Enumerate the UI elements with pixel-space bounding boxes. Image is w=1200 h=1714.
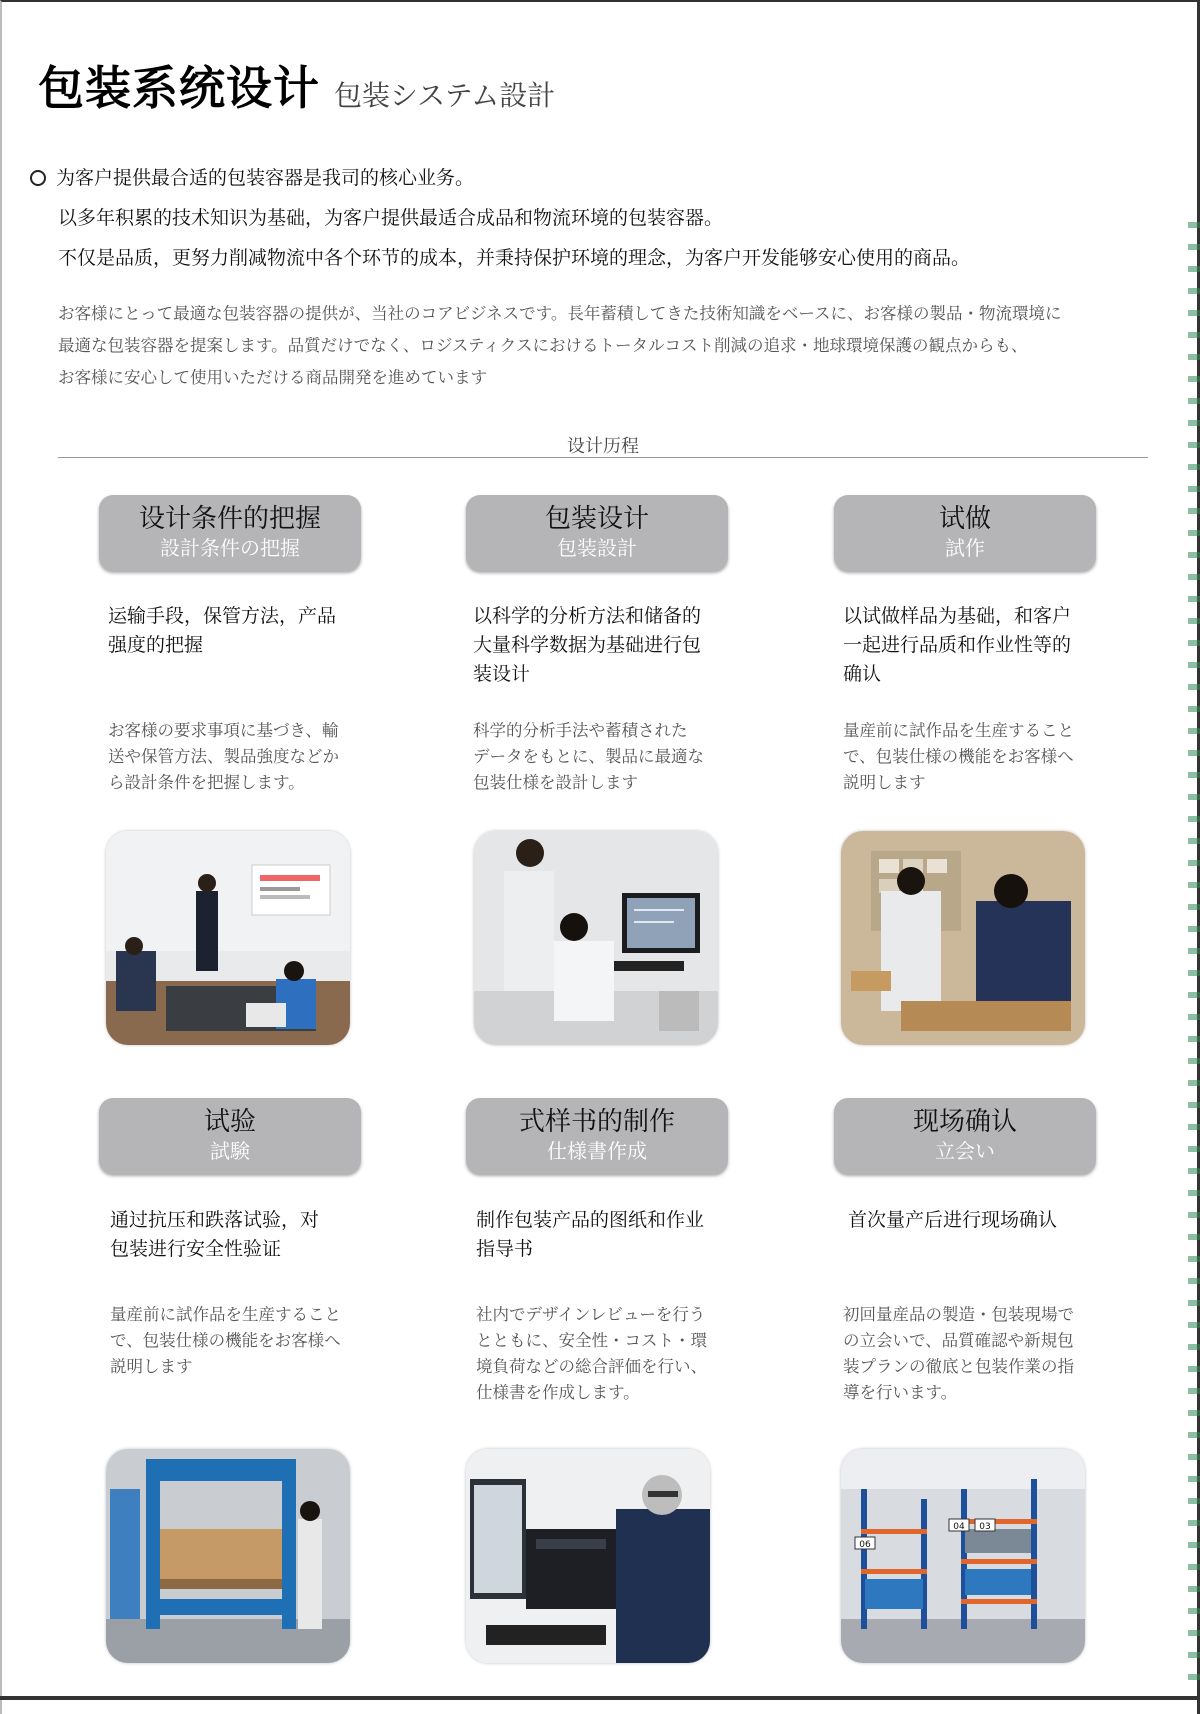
desc-line: 境負荷などの総合評価を行い、	[476, 1357, 707, 1376]
desc-line: 一起进行品质和作业性等的	[843, 634, 1072, 656]
step-title-pill	[99, 1098, 361, 1174]
intro-jp-line: お客様に安心して使用いただける商品開発を進めています	[58, 368, 487, 387]
step-desc-jp	[843, 718, 1098, 796]
drafting-computer-photo	[466, 1449, 710, 1663]
desc-line: 强度的把握	[108, 634, 204, 656]
desc-line: 装设计	[473, 663, 531, 685]
step-desc-cn	[108, 602, 363, 660]
warehouse-racks-photo	[841, 1449, 1085, 1663]
rack-label: 06	[859, 1540, 871, 1550]
desc-line: 送や保管方法、製品強度などか	[108, 747, 339, 766]
step-title-pill	[834, 1098, 1096, 1174]
step-title-jp: 設計条件の把握	[160, 536, 300, 560]
step-title-jp: 試作	[945, 536, 985, 560]
page-title: 包装系统设计	[38, 61, 320, 115]
step-desc-cn	[476, 1206, 731, 1264]
desc-line: 導を行います。	[843, 1383, 958, 1402]
intro-jp-line: 最適な包装容器を提案します。品質だけでなく、ロジスティクスにおけるトータルコスト削減の追求・地球環境保護の観点からも、	[58, 336, 1028, 355]
desc-line: 科学的分析手法や蓄積された	[473, 721, 688, 740]
step-title-jp: 立会い	[935, 1139, 995, 1163]
step-desc-cn	[110, 1206, 365, 1264]
step-desc-jp	[110, 1302, 365, 1380]
section-title: 设计历程	[567, 436, 639, 457]
step-desc-cn	[473, 602, 728, 689]
desc-line: 説明します	[110, 1357, 193, 1376]
step-title-cn: 式样书的制作	[518, 1107, 675, 1137]
desc-line: 量産前に試作品を生産すること	[110, 1305, 341, 1324]
prototype-workshop-photo	[841, 831, 1085, 1045]
step-desc-cn	[843, 602, 1098, 689]
desc-line: 説明します	[843, 773, 926, 792]
desc-line: の立会いで、品質確認や新規包	[843, 1331, 1074, 1350]
desc-line: 包装进行安全性验证	[110, 1238, 282, 1260]
binding-marks	[1188, 222, 1200, 1682]
desc-line: お客様の要求事項に基づき、輸	[108, 721, 339, 740]
compression-test-photo	[106, 1449, 350, 1663]
desc-line: とともに、安全性・コスト・環	[476, 1331, 707, 1350]
step-title-cn: 包装设计	[544, 504, 649, 534]
step-title-cn: 设计条件的把握	[138, 504, 321, 534]
intro-text: 以多年积累的技术知识为基础，为客户提供最适合成品和物流环境的包装容器。	[58, 207, 724, 229]
desc-line: ら設計条件を把握します。	[108, 773, 305, 792]
desc-line: 首次量产后进行现场确认	[848, 1209, 1058, 1231]
step-title-cn: 现场确认	[912, 1107, 1017, 1137]
step-title-cn: 试做	[938, 504, 991, 534]
step-title-pill	[834, 495, 1096, 571]
step-desc-cn	[848, 1206, 1103, 1235]
desc-line: 包装仕様を設計します	[473, 773, 638, 792]
step-title-pill	[466, 495, 728, 571]
rack-label: 04	[953, 1522, 965, 1532]
desc-line: データをもとに、製品に最適な	[473, 747, 704, 766]
desc-line: 装プランの徹底と包装作業の指	[843, 1357, 1074, 1376]
page-subtitle: 包装システム設計	[334, 79, 556, 112]
desc-line: 运输手段，保管方法，产品	[108, 605, 337, 627]
meeting-photo	[106, 831, 350, 1045]
desc-line: 仕様書を作成します。	[476, 1383, 640, 1402]
desc-line: で、包装仕様の機能をお客様へ	[843, 747, 1074, 766]
step-desc-jp	[108, 718, 363, 796]
desc-line: 以科学的分析方法和储备的	[473, 605, 702, 627]
page-edge-bottom	[0, 1696, 1200, 1700]
step-title-jp: 包装設計	[557, 536, 637, 560]
desc-line: で、包装仕様の機能をお客様へ	[110, 1331, 341, 1350]
step-desc-jp	[473, 718, 728, 796]
step-title-jp: 試験	[210, 1139, 250, 1163]
intro-text: 为客户提供最合适的包装容器是我司的核心业务。	[56, 167, 475, 189]
step-desc-jp	[476, 1302, 731, 1406]
page-header	[38, 52, 555, 118]
desc-line: 大量科学数据为基础进行包	[473, 634, 702, 656]
desc-line: 社内でデザインレビューを行う	[476, 1305, 706, 1324]
intro-line	[30, 158, 970, 198]
desc-line: 以试做样品为基础，和客户	[843, 605, 1072, 627]
intro-line	[30, 238, 970, 278]
rack-label: 03	[979, 1522, 991, 1532]
desc-line: 确认	[843, 663, 882, 685]
section-divider	[58, 457, 1148, 458]
computer-design-photo	[474, 831, 718, 1045]
desc-line: 量産前に試作品を生産すること	[843, 721, 1074, 740]
step-title-pill	[466, 1098, 728, 1174]
desc-line: 制作包装产品的图纸和作业	[476, 1209, 705, 1231]
intro-jp-paragraph	[58, 298, 1158, 394]
step-desc-jp	[843, 1302, 1098, 1406]
intro-text: 不仅是品质，更努力削减物流中各个环节的成本，并秉持保护环境的理念，为客户开发能够安心使用的商品。	[58, 247, 971, 269]
circle-bullet-icon	[30, 170, 46, 186]
intro-block	[30, 158, 970, 278]
desc-line: 指导书	[476, 1238, 534, 1260]
step-title-cn: 试验	[203, 1107, 256, 1137]
intro-line	[30, 198, 970, 238]
desc-line: 通过抗压和跌落试验，对	[110, 1209, 320, 1231]
step-title-jp: 仕様書作成	[547, 1139, 647, 1163]
step-title-pill	[99, 495, 361, 571]
desc-line: 初回量産品の製造・包装現場で	[843, 1305, 1074, 1324]
intro-jp-line: お客様にとって最適な包装容器の提供が、当社のコアビジネスです。長年蓄積してきた技術知識をベースに、お客様の製品・物流環境に	[58, 304, 1062, 323]
